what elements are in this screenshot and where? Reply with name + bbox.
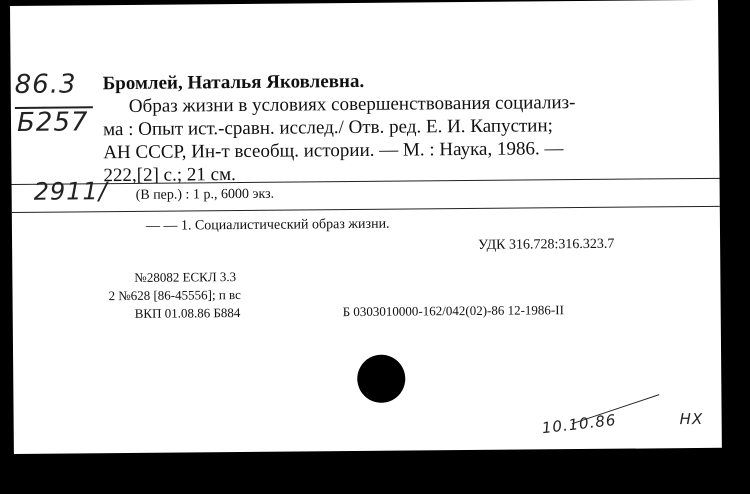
index-code: Б 0303010000-162/042(02)-86 12-1986-II [342,302,564,320]
udk-code: УДК 316.728:316.323.7 [478,236,615,253]
catalog-card [10,0,722,454]
entry-line-3: АН СССР, Ин-т всеобщ. истории. — М. : Наука, 1986. — [103,138,564,164]
separator-lower [12,206,720,213]
entry-line-2: ма : Опыт ист.-сравн. исслед./ Отв. ред. Е. И. Капустин; [102,115,553,141]
code-line-1: №28082 ЕСКЛ 3.3 [134,269,237,285]
code-line-3: ВКП 01.08.86 Б884 [134,305,241,321]
entry-line-4: 222,[2] с.; 21 см. [103,164,236,187]
price-line: (В пер.) : 1 р., 6000 экз. [135,186,275,203]
author-heading: Бромлей, Наталья Яковлевна. [102,70,365,95]
call-number-line1: 86.3 [14,69,77,100]
handwritten-date: 10.10.86 [540,410,618,438]
code-line-2: 2 №628 [86-45556]; п вс [108,286,241,304]
subject-line: — — 1. Социалистический образ жизни. [145,216,390,234]
call-number-line2: Б257 [16,107,89,138]
inventory-number: 2911/ [33,177,108,206]
punch-hole [357,355,405,403]
entry-line-1: Образ жизни в условиях совершенствования социализ- [128,92,576,117]
initials: НХ [679,409,704,429]
